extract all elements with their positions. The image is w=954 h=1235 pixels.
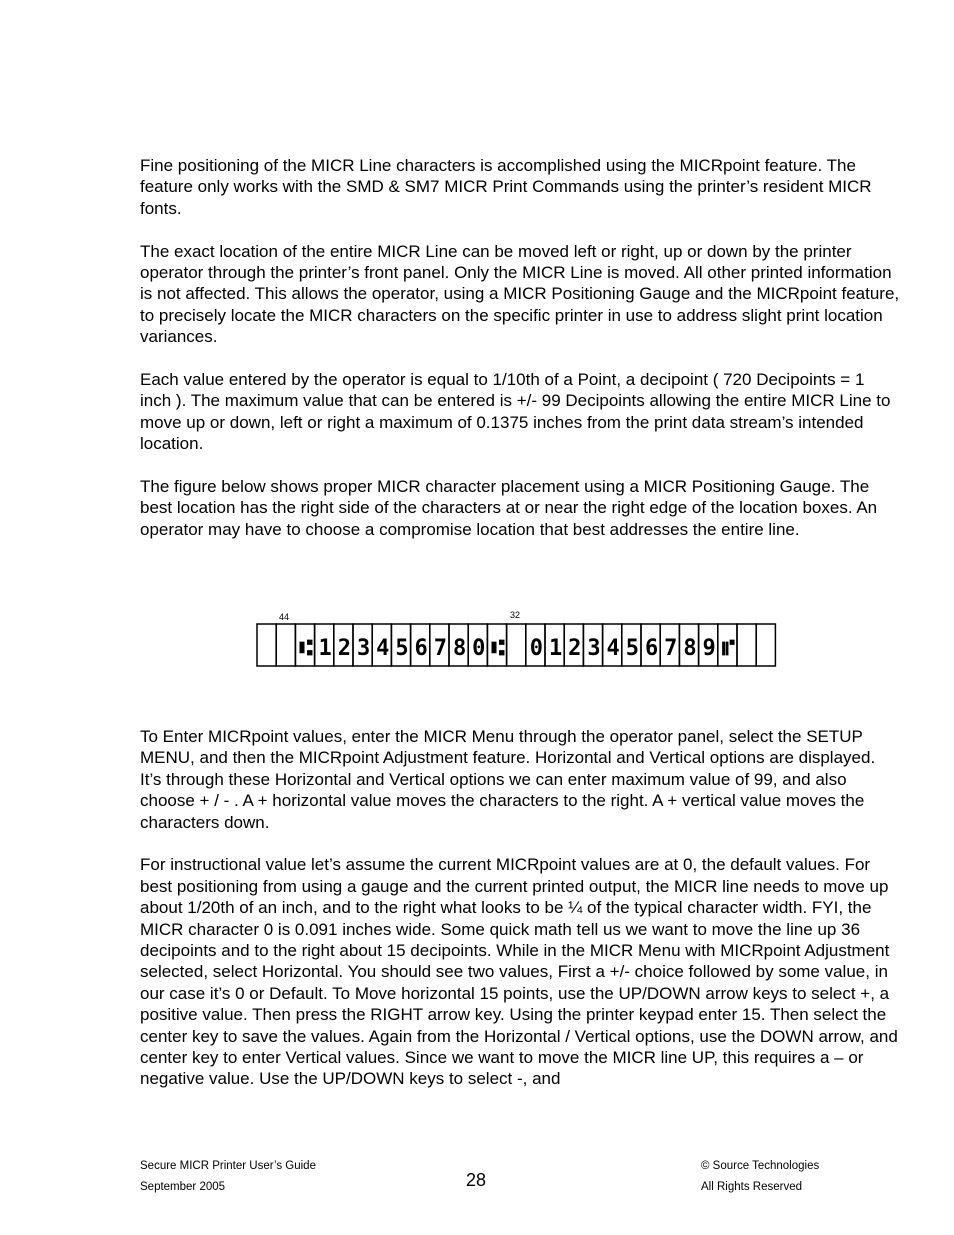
gauge-label-left: 44 [279, 612, 290, 622]
body-text-top [140, 155, 900, 562]
paragraph-enter-micrpoint: To Enter MICRpoint values, enter the MICR Menu through the operator panel, select the SETUP MENU, and then the MICRpoint Adjustment feature. Horizontal and Vertical options are displayed. It’s through these Horizontal and Vertical options we can enter maximum value of 99, and also choose + / - . A + horizontal value moves the characters to the right. A + vertical value moves the characters down. [140, 727, 876, 832]
micr-character: 8 [452, 636, 467, 661]
footer-date: September 2005 [140, 1181, 226, 1193]
page-number: 28 [466, 1170, 487, 1190]
micr-character: 4 [606, 636, 620, 661]
micr-character: 3 [587, 636, 601, 661]
footer-right [701, 1156, 819, 1198]
paragraph-decipoint-values: Each value entered by the operator is equal to 1/10th of a Point, a decipoint ( 720 Decipoints = 1 inch ). The maximum value that can be entered is +/- 99 Decipoints allowing the entire MICR Line to move up or down, left or right a maximum of 0.1375 inches from the print data stream’s intended location. [140, 370, 891, 454]
paragraph-instructional-example: For instructional value let’s assume the current MICRpoint values are at 0, the default values. For best positioning from using a gauge and the current printed output, the MICR line needs to move up about 1/20th of an inch, and to the right what looks to be ¼ of the typical character width. FYI, the MICR character 0 is 0.091 inches wide. Some quick math tell us we want to move the line up 36 decipoints and to the right about 15 decipoints. While in the MICR Menu with MICRpoint Adjustment selected, select Horizontal. You should see two values, First a +/- choice followed by some value, in our case it’s 0 or Default. To Move horizontal 15 points, use the UP/DOWN arrow keys to select +, a positive value. Then press the RIGHT arrow key. Using the printer keypad enter 15. Then select the center key to save the values. Again from the Horizontal / Vertical options, use the DOWN arrow, and center key to enter Vertical values. Since we want to move the MICR line UP, this requires a – or negative value. Use the UP/DOWN keys to select -, and [140, 855, 898, 1089]
gauge-box [507, 624, 526, 666]
micr-character: 2 [568, 636, 582, 661]
micr-character: 4 [376, 636, 390, 661]
micr-character: 5 [625, 636, 639, 661]
micr-positioning-gauge-figure [245, 596, 793, 684]
micr-character: 3 [356, 636, 371, 661]
micr-character: 6 [644, 636, 659, 661]
micr-character: 8 [683, 636, 697, 661]
paragraph-figure-description: The figure below shows proper MICR character placement using a MICR Positioning Gauge. The best location has the right side of the characters at or near the right edge of the location boxes. An operator may have to choose a compromise location that best addresses the entire line. [140, 477, 878, 539]
footer-guide-title: Secure MICR Printer User’s Guide [140, 1160, 316, 1172]
gauge-box [737, 624, 756, 666]
micr-character: 7 [433, 636, 447, 661]
micr-character: 9 [702, 636, 716, 661]
micr-character: 0 [529, 636, 543, 661]
gauge-label-mid: 32 [510, 610, 521, 620]
gauge-micr-characters [299, 636, 735, 661]
micr-character: 1 [318, 636, 332, 661]
micr-character: ⑈ [721, 636, 735, 661]
footer-left [140, 1156, 316, 1198]
micr-character: 1 [548, 636, 563, 661]
gauge-box [756, 624, 775, 666]
micr-character: ⑆ [299, 636, 313, 661]
micr-character: 7 [664, 636, 678, 661]
micr-gauge-graphic [245, 596, 793, 684]
paragraph-micr-line-movement: The exact location of the entire MICR Line can be moved left or right, up or down by the printer operator through the printer’s front panel. Only the MICR Line is moved. All other printed information is not affected. This allows the operator, using a MICR Positioning Gauge and the MICRpoint feature, to precisely locate the MICR characters on the specific printer in use to address slight print location variances. [140, 241, 900, 347]
footer-copyright: © Source Technologies [701, 1160, 820, 1172]
footer-rights: All Rights Reserved [701, 1181, 802, 1193]
micr-character: ⑆ [491, 636, 505, 661]
gauge-location-boxes [257, 624, 775, 666]
body-text-bottom [140, 726, 900, 1111]
micr-character: 0 [472, 636, 486, 661]
micr-character: 6 [414, 636, 428, 661]
micr-character: 5 [395, 636, 409, 661]
paragraph-micrpoint-intro: Fine positioning of the MICR Line characters is accomplished using the MICRpoint feature. The feature only works with the SMD & SM7 MICR Print Commands using the printer’s resident MICR fonts. [140, 156, 872, 218]
micr-character: 2 [337, 636, 351, 661]
gauge-box [257, 624, 276, 666]
gauge-box [276, 624, 295, 666]
